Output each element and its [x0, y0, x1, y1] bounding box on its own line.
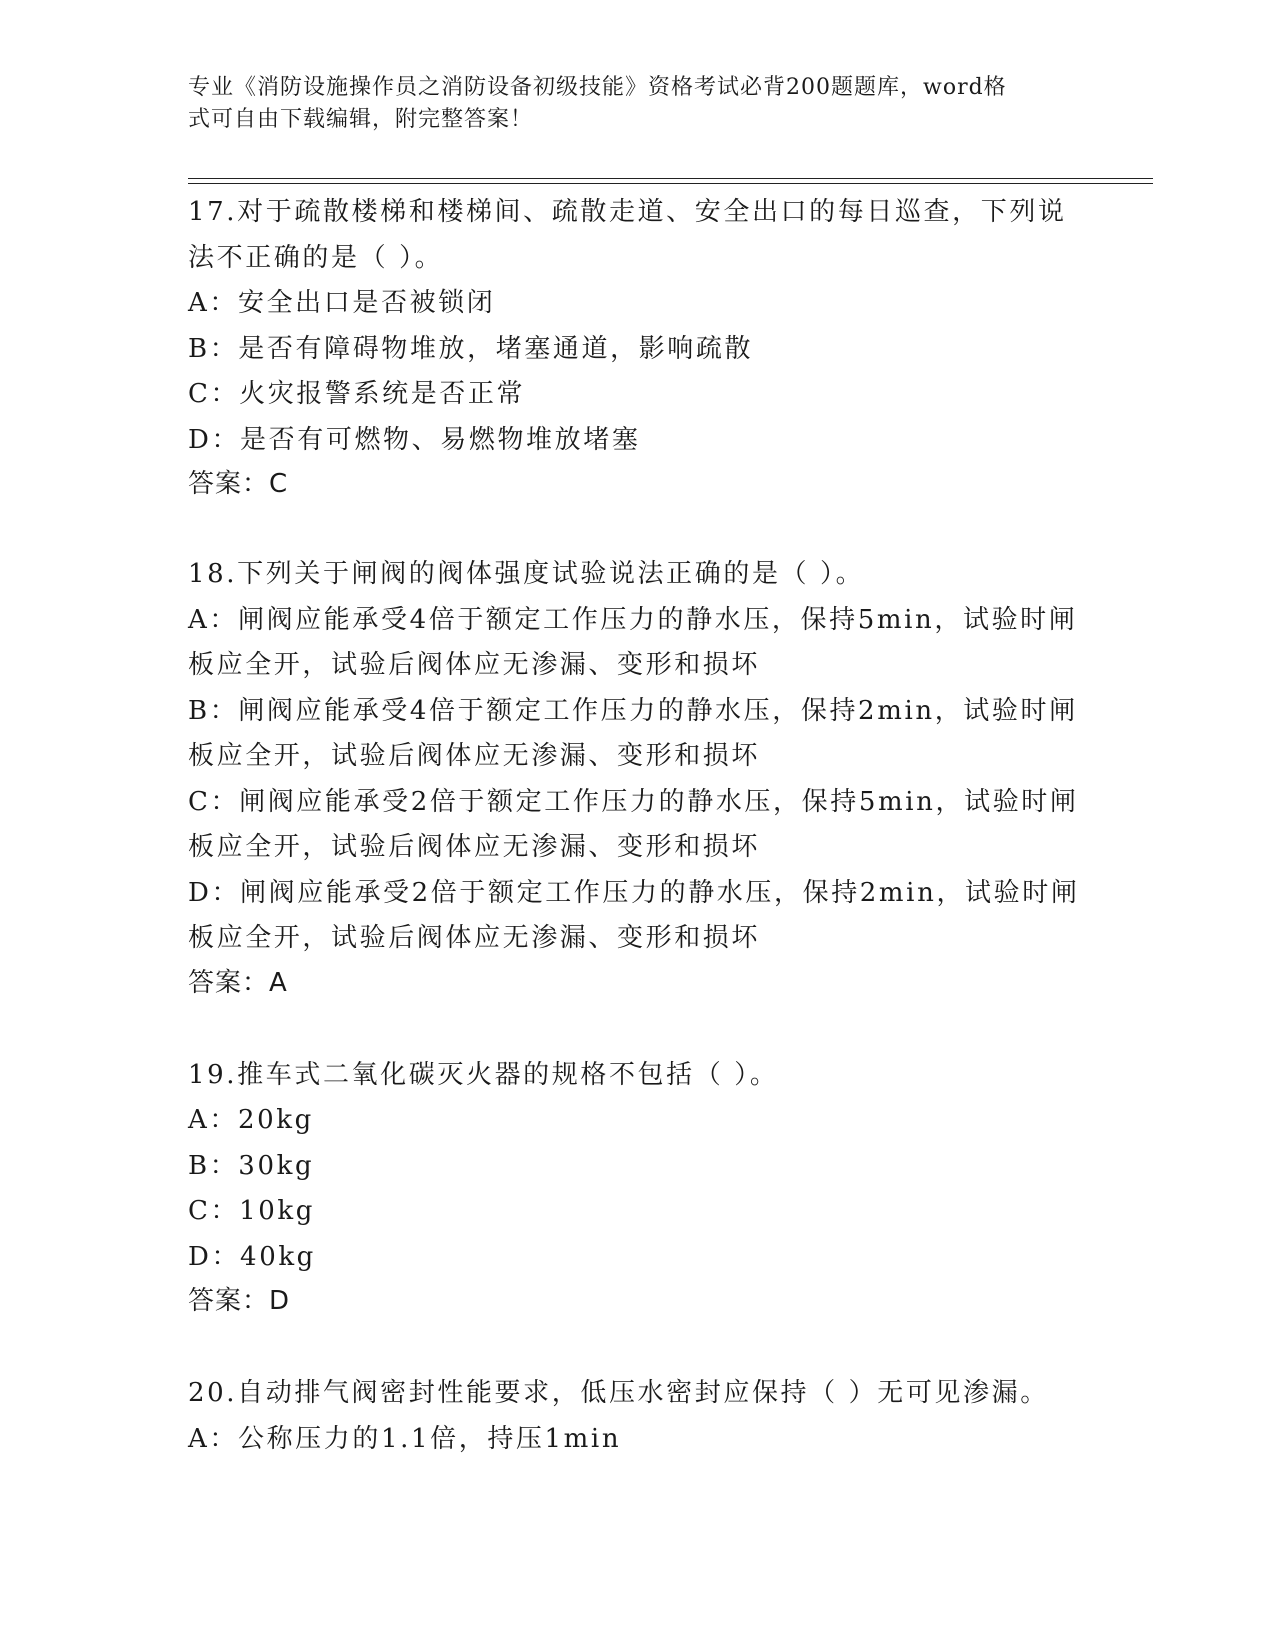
option-a: A：闸阀应能承受4倍于额定工作压力的静水压，保持5min，试验时闸: [188, 604, 1078, 635]
document-header: [188, 72, 1068, 136]
option-a: A：公称压力的1.1倍，持压1min: [188, 1423, 622, 1454]
option-b: B：30kg: [188, 1150, 315, 1181]
question-stem-line: 18.下列关于闸阀的阀体强度试验说法正确的是（ ）。: [188, 559, 865, 589]
option-d: D：是否有可燃物、易燃物堆放堵塞: [188, 424, 641, 455]
option-d: D：闸阀应能承受2倍于额定工作压力的静水压，保持2min，试验时闸: [188, 877, 1080, 908]
answer-line: 答案：C: [188, 469, 289, 499]
option-d: D：40kg: [188, 1241, 316, 1272]
option-b: B：是否有障碍物堆放，堵塞通道，影响疏散: [188, 333, 754, 364]
question-stem-line: 20.自动排气阀密封性能要求，低压水密封应保持（ ）无可见渗漏。: [188, 1378, 1049, 1408]
question-stem-line: 17.对于疏散楼梯和楼梯间、疏散走道、安全出口的每日巡查，下列说: [188, 197, 1067, 227]
question-18: [188, 552, 1088, 1005]
answer-line: 答案：A: [188, 967, 288, 998]
question-stem-line: 法不正确的是（ ）。: [188, 242, 444, 273]
answer-line: 答案：D: [188, 1286, 291, 1316]
question-17: [188, 190, 1088, 506]
header-divider-bottom: [188, 183, 1153, 184]
option-d-continued: 板应全开，试验后阀体应无渗漏、变形和损坏: [188, 923, 761, 953]
question-list: [188, 190, 1088, 1510]
option-c-continued: 板应全开，试验后阀体应无渗漏、变形和损坏: [188, 832, 761, 862]
option-c: C：10kg: [188, 1196, 315, 1226]
question-19: [188, 1053, 1088, 1324]
option-a: A：20kg: [188, 1105, 314, 1135]
question-20: [188, 1371, 1088, 1462]
option-c: C：闸阀应能承受2倍于额定工作压力的静水压，保持5min，试验时闸: [188, 786, 1079, 817]
option-a-continued: 板应全开，试验后阀体应无渗漏、变形和损坏: [188, 650, 761, 680]
header-line-2: 式可自由下载编辑，附完整答案！: [188, 107, 534, 132]
option-c: C：火灾报警系统是否正常: [188, 379, 526, 409]
header-divider-top: [188, 178, 1153, 179]
option-a: A：安全出口是否被锁闭: [188, 288, 496, 318]
question-stem-line: 19.推车式二氧化碳灭火器的规格不包括（ ）。: [188, 1059, 779, 1090]
option-b-continued: 板应全开，试验后阀体应无渗漏、变形和损坏: [188, 741, 761, 771]
option-b: B：闸阀应能承受4倍于额定工作压力的静水压，保持2min，试验时闸: [188, 695, 1078, 726]
header-line-1: 专业《消防设施操作员之消防设备初级技能》资格考试必背200题题库，word格: [188, 75, 1007, 100]
